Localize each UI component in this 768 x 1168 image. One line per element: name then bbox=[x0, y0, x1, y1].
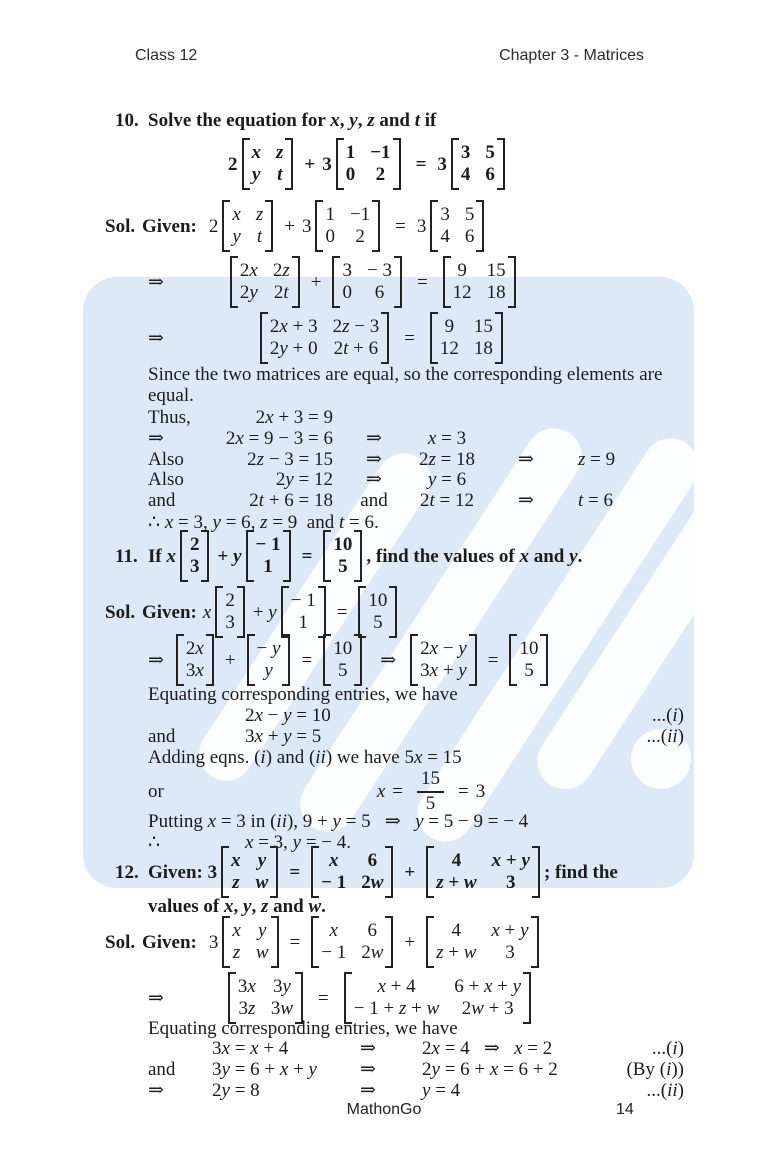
matrix-cell: x bbox=[231, 850, 241, 871]
matrix-cell: 10 bbox=[519, 638, 539, 659]
matrix-cell: 9 bbox=[444, 316, 455, 337]
matrix-cell: y bbox=[257, 850, 267, 871]
matrix-cell: 4 bbox=[451, 850, 462, 871]
coefficient: 2 bbox=[208, 215, 219, 237]
matrix-cell: 6 bbox=[485, 164, 495, 185]
given-label: Given: bbox=[142, 601, 197, 623]
fraction bbox=[417, 769, 444, 814]
step-cell bbox=[561, 470, 641, 491]
matrix-cell: 3y bbox=[272, 976, 291, 997]
matrix bbox=[215, 586, 245, 638]
math-text: + y bbox=[252, 601, 277, 623]
plus-operator: + bbox=[304, 153, 316, 175]
equals-operator: = bbox=[416, 271, 428, 293]
solution-10-steps bbox=[148, 408, 641, 512]
step-cell: Thus, bbox=[148, 407, 191, 428]
question-12-title bbox=[115, 846, 618, 898]
step-cell: 2x = 4 ⇒ x = 2 bbox=[422, 1038, 553, 1059]
step-cell: 2t = 12 bbox=[420, 490, 474, 512]
matrix-cell: 5 bbox=[373, 612, 383, 633]
solution-12-step bbox=[148, 972, 535, 1024]
implies-arrow: ⇒ bbox=[148, 327, 164, 349]
solution-11-adding: Adding eqns. (i) and (ii) we have 5x = 15 bbox=[148, 747, 462, 768]
matrix-cell: − 1 bbox=[290, 590, 316, 611]
matrix bbox=[242, 138, 294, 190]
matrix-cell: y bbox=[252, 164, 261, 185]
step-cell: 3y = 6 + x + y bbox=[212, 1058, 317, 1080]
matrix-cell: 2z − 3 bbox=[332, 316, 380, 337]
step-cell bbox=[561, 429, 641, 450]
question-11-title bbox=[115, 530, 582, 582]
step-cell: ...(ii) bbox=[646, 1079, 684, 1101]
matrix bbox=[222, 916, 278, 968]
coefficient: 3 bbox=[416, 215, 427, 237]
matrix-cell: w bbox=[255, 872, 269, 893]
question-text: ; find the bbox=[543, 861, 618, 883]
matrix bbox=[332, 256, 401, 308]
equals-operator: = bbox=[457, 780, 469, 802]
step-cell: 2y = 12 bbox=[275, 469, 333, 491]
implies-arrow: ⇒ bbox=[148, 987, 164, 1009]
question-number: 12. bbox=[115, 861, 139, 883]
matrix-cell: z bbox=[255, 204, 264, 225]
matrix-cell: 2x bbox=[239, 260, 258, 281]
solution-line bbox=[148, 1081, 684, 1102]
matrix-cell: 3x + y bbox=[420, 660, 467, 681]
step-cell: 2x = 9 − 3 = 6 bbox=[225, 427, 333, 449]
solution-10-conclusion: ∴ x = 3, y = 6, z = 9 and t = 6. bbox=[148, 512, 379, 533]
matrix-cell: z + w bbox=[436, 872, 477, 893]
matrix bbox=[426, 916, 538, 968]
matrix-cell: 3 bbox=[440, 204, 450, 225]
matrix bbox=[323, 530, 362, 582]
matrix-cell: 4 bbox=[440, 226, 450, 247]
solution-11-putting: Putting x = 3 in (ii), 9 + y = 5 ⇒ y = 5 − 9 = − 4 bbox=[148, 811, 529, 832]
matrix-cell: 6 bbox=[367, 850, 378, 871]
matrix bbox=[228, 972, 303, 1024]
equals-operator: = bbox=[336, 601, 348, 623]
step-cell: x = 3 bbox=[427, 427, 467, 449]
matrix bbox=[230, 256, 300, 308]
matrix-cell: 2t + 6 bbox=[333, 338, 379, 359]
variable: x bbox=[202, 601, 212, 623]
step-cell: 2x + 3 = 9 bbox=[255, 407, 333, 428]
equation-i bbox=[148, 705, 684, 726]
matrix-cell: 3x bbox=[185, 660, 204, 681]
footer-brand: MathonGo bbox=[346, 1101, 422, 1118]
matrix-cell: y bbox=[232, 226, 241, 247]
matrix bbox=[315, 200, 380, 252]
matrix-cell: 2 bbox=[225, 590, 235, 611]
equals-operator: = bbox=[404, 327, 415, 349]
question-text: Given: 3 bbox=[148, 861, 218, 883]
matrix-cell: z bbox=[232, 942, 241, 963]
question-text: , find the values of x and y. bbox=[366, 545, 583, 567]
step-cell: ...(i) bbox=[651, 1038, 684, 1059]
plus-operator: + bbox=[284, 215, 295, 237]
matrix-cell: t bbox=[256, 226, 263, 247]
matrix-cell: 2y bbox=[239, 282, 258, 303]
matrix-cell: 1 bbox=[345, 142, 356, 163]
sol-label: Sol. bbox=[105, 931, 136, 953]
matrix-cell: 0 bbox=[342, 282, 352, 303]
solution-11-fraction-line bbox=[148, 766, 485, 816]
matrix-cell: 1 bbox=[325, 204, 335, 225]
matrix bbox=[311, 846, 393, 898]
step-cell bbox=[561, 408, 641, 429]
matrix-cell: 12 bbox=[439, 338, 459, 359]
equals-operator: = bbox=[289, 861, 301, 883]
step-cell: and bbox=[360, 490, 388, 512]
equation-ii bbox=[148, 726, 684, 747]
coefficient: 3 bbox=[322, 153, 332, 175]
matrix-cell: − 1 bbox=[255, 534, 281, 555]
question-text: If x bbox=[148, 545, 176, 567]
equals-operator: = bbox=[395, 215, 406, 237]
step-cell: ⇒ bbox=[518, 490, 534, 512]
implies-arrow: ⇒ bbox=[148, 649, 164, 671]
coefficient: 3 bbox=[208, 931, 219, 953]
line-label: or bbox=[148, 780, 164, 802]
step-cell: ⇒ bbox=[366, 448, 382, 470]
matrix bbox=[247, 634, 291, 686]
line-label bbox=[148, 705, 245, 726]
solution-10-step1 bbox=[148, 256, 520, 308]
matrix bbox=[221, 846, 278, 898]
question-text: Solve the equation for x, y, z and t if bbox=[148, 110, 437, 131]
matrix bbox=[509, 634, 548, 686]
matrix bbox=[344, 972, 531, 1024]
given-label: Given: bbox=[142, 215, 197, 237]
matrix-cell: 18 bbox=[473, 338, 493, 359]
page-footer bbox=[0, 1101, 768, 1119]
matrix-cell: 6 bbox=[464, 226, 475, 247]
step-cell: ⇒ bbox=[518, 448, 534, 470]
matrix bbox=[410, 634, 477, 686]
variable: x bbox=[376, 780, 386, 802]
step-cell: (By (i)) bbox=[626, 1058, 684, 1080]
plus-operator: + bbox=[404, 931, 416, 953]
equation-tag: ...(ii) bbox=[646, 726, 684, 747]
coefficient: 3 bbox=[437, 153, 447, 175]
question-text: + y bbox=[217, 545, 242, 567]
matrix-cell: 2x bbox=[185, 638, 204, 659]
solution-line bbox=[148, 470, 641, 491]
plus-operator: + bbox=[404, 861, 416, 883]
matrix-cell: 15 bbox=[486, 260, 506, 281]
matrix-cell: −1 bbox=[370, 142, 391, 163]
matrix-cell: 18 bbox=[486, 282, 506, 303]
matrix-cell: 2 bbox=[375, 164, 386, 185]
solution-12-equating: Equating corresponding entries, we have bbox=[148, 1018, 458, 1039]
question-10-equation bbox=[228, 138, 509, 190]
matrix-cell: 3 bbox=[506, 872, 516, 893]
page-header bbox=[135, 47, 644, 65]
solution-line bbox=[148, 491, 641, 512]
equals-operator: = bbox=[318, 987, 329, 1009]
solution-12-given bbox=[105, 916, 543, 968]
implies-arrow: ⇒ bbox=[148, 271, 164, 293]
matrix-cell: 6 + x + y bbox=[454, 976, 522, 997]
matrix-cell: 10 bbox=[333, 534, 353, 555]
solution-line bbox=[148, 1060, 684, 1081]
matrix-cell: − 1 + z + w bbox=[353, 998, 440, 1019]
conclusion-text: x = 3, y = − 4. bbox=[245, 832, 352, 853]
matrix-cell: x bbox=[329, 920, 338, 941]
equals-operator: = bbox=[301, 649, 313, 671]
matrix-cell: − 3 bbox=[366, 260, 392, 281]
step-cell: 2z − 3 = 15 bbox=[247, 448, 333, 470]
matrix-cell: −1 bbox=[349, 204, 371, 225]
step-cell: and bbox=[148, 490, 176, 512]
solution-10-given bbox=[105, 200, 488, 252]
step-cell: Also bbox=[148, 469, 184, 491]
matrix-cell: 1 bbox=[263, 556, 273, 577]
solution-line bbox=[148, 450, 641, 471]
solution-11-step bbox=[148, 634, 552, 686]
matrix-cell: 2w bbox=[361, 872, 384, 893]
matrix-cell: z + w bbox=[436, 942, 477, 963]
matrix-cell: x bbox=[232, 204, 241, 225]
matrix-cell: 2w bbox=[361, 942, 384, 963]
solution-10-step2 bbox=[148, 312, 507, 364]
matrix-cell: 3 bbox=[189, 556, 200, 577]
equals-operator: = bbox=[301, 545, 313, 567]
step-cell: and bbox=[148, 1058, 176, 1080]
matrix-cell: 3 bbox=[225, 612, 235, 633]
matrix-cell: 9 bbox=[457, 260, 467, 281]
matrix bbox=[443, 256, 516, 308]
matrix bbox=[358, 586, 397, 638]
equals-operator: = bbox=[415, 153, 427, 175]
matrix-cell: 1 bbox=[298, 612, 308, 633]
matrix-cell: x + 4 bbox=[377, 976, 416, 997]
step-cell: 2y = 8 bbox=[212, 1079, 260, 1101]
matrix-cell: 4 bbox=[460, 164, 471, 185]
plus-operator: + bbox=[310, 271, 322, 293]
matrix-cell: 6 bbox=[367, 920, 378, 941]
matrix bbox=[246, 530, 291, 582]
step-cell bbox=[403, 408, 491, 429]
matrix-cell: − y bbox=[256, 638, 281, 659]
question-number: 10. bbox=[115, 110, 139, 131]
matrix-cell: 2z bbox=[272, 260, 290, 281]
step-cell: t = 6 bbox=[578, 490, 613, 512]
matrix bbox=[430, 312, 503, 364]
solution-line bbox=[148, 429, 641, 450]
step-cell: y = 4 bbox=[422, 1079, 461, 1101]
header-chapter: Chapter 3 - Matrices bbox=[499, 47, 644, 64]
matrix-cell: w bbox=[255, 942, 269, 963]
result-value: 3 bbox=[475, 780, 486, 802]
step-cell bbox=[491, 429, 561, 450]
given-label: Given: bbox=[142, 931, 197, 953]
matrix-cell: x + y bbox=[491, 850, 530, 871]
matrix-cell: − 1 bbox=[321, 872, 347, 893]
matrix-cell: 12 bbox=[452, 282, 472, 303]
matrix-cell: 2x + 3 bbox=[269, 316, 318, 337]
matrix-cell: 2y + 0 bbox=[269, 338, 318, 359]
matrix-cell: 2 bbox=[355, 226, 365, 247]
matrix-cell: 15 bbox=[473, 316, 493, 337]
matrix-cell: x bbox=[232, 920, 241, 941]
step-cell: 2t + 6 = 18 bbox=[249, 490, 333, 512]
matrix-cell: 2t bbox=[273, 282, 289, 303]
implies-arrow: ⇒ bbox=[380, 649, 397, 671]
matrix bbox=[180, 530, 210, 582]
question-10-title bbox=[115, 110, 436, 131]
matrix-cell: 5 bbox=[337, 660, 348, 681]
matrix-cell: 2w + 3 bbox=[461, 998, 514, 1019]
step-cell: 2y = 6 + x = 6 + 2 bbox=[422, 1058, 558, 1080]
question-number: 11. bbox=[115, 545, 138, 567]
matrix-cell: 3 bbox=[460, 142, 471, 163]
solution-line bbox=[148, 1039, 684, 1060]
coefficient: 3 bbox=[301, 215, 312, 237]
matrix-cell: 2x − y bbox=[420, 638, 467, 659]
step-cell: ⇒ bbox=[360, 1058, 376, 1080]
step-cell: Also bbox=[148, 448, 184, 470]
matrix-cell: x bbox=[328, 850, 339, 871]
step-cell: ⇒ bbox=[148, 1079, 164, 1101]
matrix bbox=[426, 846, 540, 898]
matrix-cell: 6 bbox=[374, 282, 385, 303]
matrix bbox=[311, 916, 393, 968]
matrix-cell: 5 bbox=[338, 556, 348, 577]
matrix-cell: 3 bbox=[342, 260, 352, 281]
matrix-cell: 3 bbox=[505, 942, 515, 963]
step-cell: ⇒ bbox=[148, 427, 164, 449]
matrix bbox=[260, 312, 389, 364]
matrix-cell: − 1 bbox=[321, 942, 347, 963]
question-12-line2: values of x, y, z and w. bbox=[148, 896, 326, 917]
equals-operator: = bbox=[392, 780, 403, 802]
matrix bbox=[176, 634, 214, 686]
sol-label: Sol. bbox=[105, 215, 136, 237]
footer-page-number: 14 bbox=[616, 1101, 634, 1118]
matrix-cell: x + y bbox=[491, 920, 529, 941]
equals-operator: = bbox=[487, 649, 499, 671]
matrix-cell: 2 bbox=[189, 534, 200, 555]
matrix-cell: 5 bbox=[464, 204, 475, 225]
step-cell: y = 6 bbox=[427, 469, 467, 491]
solution-12-steps bbox=[148, 1039, 684, 1101]
matrix bbox=[430, 200, 484, 252]
equals-operator: = bbox=[289, 931, 301, 953]
step-cell bbox=[148, 1039, 212, 1060]
matrix bbox=[281, 586, 326, 638]
step-cell: ⇒ bbox=[366, 469, 382, 491]
matrix-cell: z bbox=[232, 872, 240, 893]
equation-text: 3x + y = 5 bbox=[245, 726, 322, 747]
matrix bbox=[222, 200, 273, 252]
solution-line bbox=[148, 408, 641, 429]
matrix-cell: 10 bbox=[368, 590, 388, 611]
therefore-symbol: ∴ bbox=[148, 832, 161, 853]
matrix-cell: z bbox=[276, 142, 284, 163]
matrix-cell: 5 bbox=[485, 142, 495, 163]
header-class: Class 12 bbox=[135, 47, 198, 64]
fraction-denominator: 5 bbox=[425, 792, 436, 814]
matrix-cell: 3w bbox=[270, 998, 294, 1019]
step-cell: 2z = 18 bbox=[418, 448, 476, 470]
matrix bbox=[451, 138, 505, 190]
step-cell bbox=[345, 408, 403, 429]
matrix-cell: 10 bbox=[333, 638, 353, 659]
line-label: and bbox=[148, 726, 176, 747]
step-cell: ⇒ bbox=[360, 1038, 376, 1059]
coefficient: 2 bbox=[228, 153, 238, 175]
matrix-cell: 4 bbox=[451, 920, 462, 941]
matrix-cell: x bbox=[251, 142, 261, 163]
solution-11-given bbox=[105, 586, 401, 638]
equation-text: 2x − y = 10 bbox=[245, 705, 331, 726]
plus-operator: + bbox=[224, 649, 236, 671]
step-cell: 3x = x + 4 bbox=[212, 1038, 289, 1059]
matrix-cell: y bbox=[264, 660, 273, 681]
step-cell bbox=[491, 408, 561, 429]
matrix bbox=[323, 634, 362, 686]
sol-label: Sol. bbox=[105, 601, 136, 623]
step-cell: ⇒ bbox=[360, 1079, 376, 1101]
matrix-cell: 3z bbox=[238, 998, 256, 1019]
step-cell: ⇒ bbox=[366, 427, 382, 449]
matrix-cell: y bbox=[257, 920, 267, 941]
matrix-cell: 3x bbox=[237, 976, 256, 997]
matrix bbox=[336, 138, 401, 190]
solution-10-paragraph: Since the two matrices are equal, so the corresponding elements are equal. bbox=[148, 364, 663, 406]
matrix-cell: 0 bbox=[345, 164, 356, 185]
matrix-cell: t bbox=[277, 164, 283, 185]
step-cell bbox=[491, 470, 561, 491]
step-cell: z = 9 bbox=[578, 448, 616, 470]
fraction-numerator: 15 bbox=[417, 769, 444, 793]
matrix-cell: 5 bbox=[524, 660, 534, 681]
matrix-cell: 0 bbox=[325, 226, 335, 247]
equation-tag: ...(i) bbox=[651, 705, 684, 726]
solution-11-equating: Equating corresponding entries, we have bbox=[148, 684, 458, 705]
